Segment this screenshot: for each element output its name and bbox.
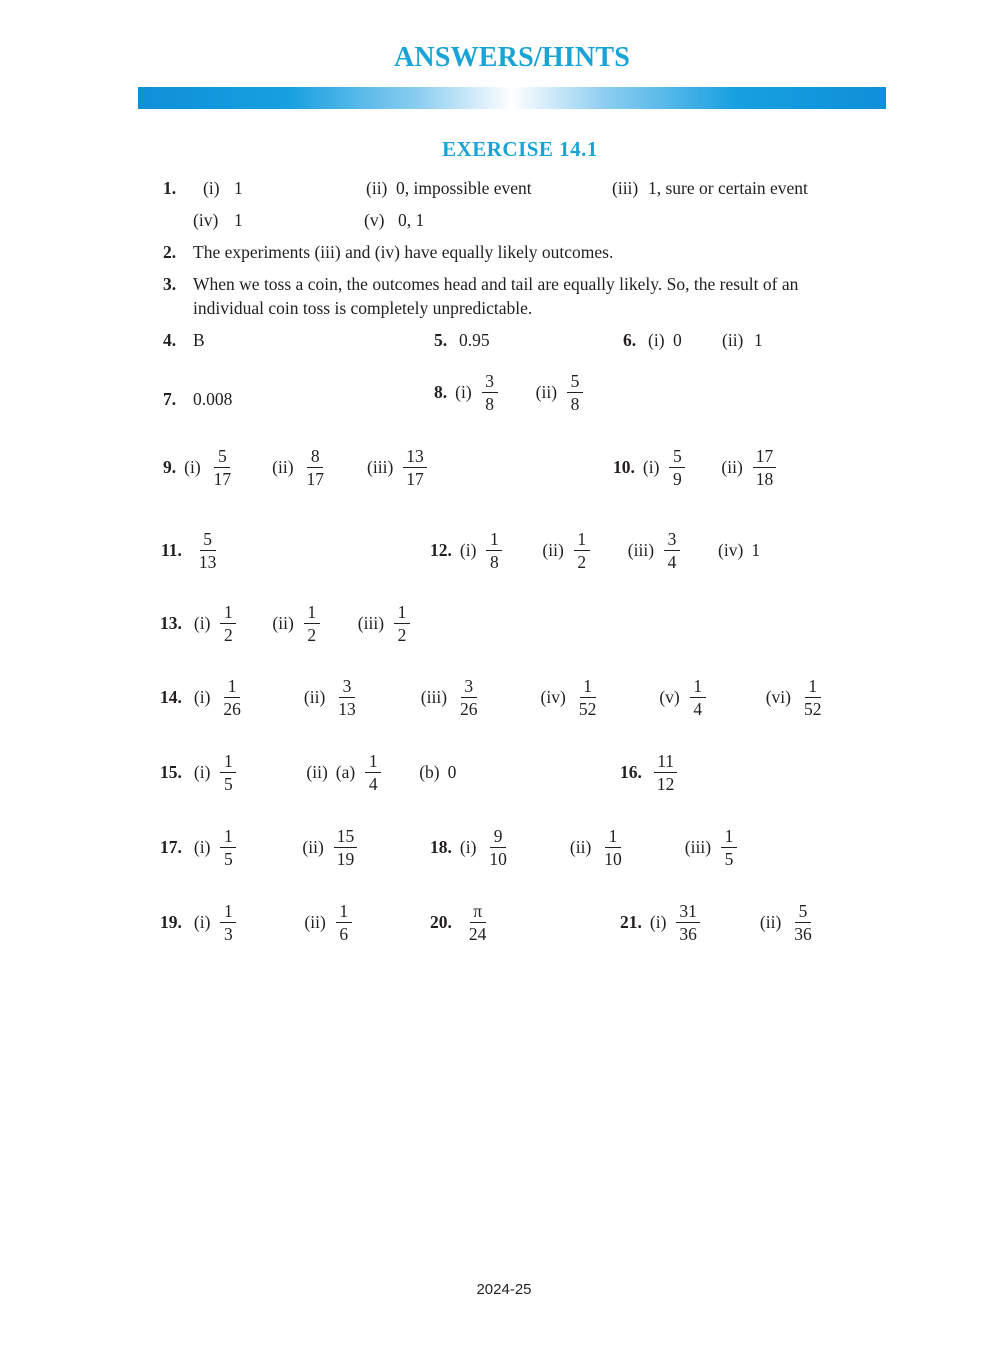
denominator: 5 bbox=[224, 774, 233, 795]
denominator: 12 bbox=[656, 774, 675, 795]
part-label: (iii) bbox=[627, 540, 655, 561]
part-sublabel: (a) bbox=[335, 762, 356, 783]
question-number: 17. bbox=[160, 837, 182, 858]
fraction bbox=[654, 752, 678, 794]
numerator: 3 bbox=[664, 530, 680, 551]
answer-11 bbox=[161, 530, 219, 572]
part-label: (iv) bbox=[193, 210, 219, 230]
fraction bbox=[365, 752, 381, 794]
fraction bbox=[482, 372, 498, 414]
part-label: (iii) bbox=[357, 613, 385, 634]
denominator: 6 bbox=[339, 924, 349, 945]
part-label: (i) bbox=[648, 330, 665, 350]
numerator: 1 bbox=[805, 677, 821, 698]
question-number: 6. bbox=[623, 330, 637, 350]
numerator: 1 bbox=[220, 827, 236, 848]
numerator: 5 bbox=[567, 372, 583, 393]
numerator: 1 bbox=[721, 827, 737, 848]
denominator: 36 bbox=[679, 924, 697, 945]
part-label: (i) bbox=[184, 457, 201, 478]
part-value: 0 bbox=[447, 762, 457, 783]
fraction bbox=[394, 603, 410, 645]
fraction bbox=[220, 902, 236, 944]
part-label: (i) bbox=[193, 837, 211, 858]
bar-left-gradient bbox=[138, 87, 512, 109]
denominator: 26 bbox=[460, 699, 478, 720]
part-label: (i) bbox=[193, 762, 211, 783]
fraction bbox=[690, 677, 706, 719]
part-label: (ii) bbox=[272, 457, 294, 478]
answer-20 bbox=[430, 902, 489, 944]
fraction bbox=[457, 677, 481, 719]
part-label: (i) bbox=[459, 837, 477, 858]
denominator: 5 bbox=[724, 849, 734, 870]
answer-19 bbox=[160, 902, 352, 944]
answer-text: The experiments (iii) and (iv) have equally likely outcomes. bbox=[193, 242, 614, 262]
question-number: 4. bbox=[163, 330, 177, 350]
numerator: 1 bbox=[690, 677, 706, 698]
question-number: 21. bbox=[620, 912, 642, 933]
question-number: 11. bbox=[161, 540, 182, 561]
denominator: 2 bbox=[224, 625, 233, 646]
part-label: (ii) bbox=[306, 762, 328, 783]
numerator: 3 bbox=[339, 677, 355, 698]
part-label: (v) bbox=[364, 210, 385, 230]
part-label: (iii) bbox=[684, 837, 712, 858]
denominator: 8 bbox=[485, 394, 495, 415]
denominator: 5 bbox=[224, 849, 233, 870]
answer-16 bbox=[620, 752, 677, 794]
denominator: 18 bbox=[755, 469, 774, 490]
numerator: 8 bbox=[307, 447, 323, 468]
question-number: 19. bbox=[160, 912, 182, 933]
part-label: (ii) bbox=[721, 457, 743, 478]
denominator: 2 bbox=[577, 552, 587, 573]
part-value: 1 bbox=[234, 178, 243, 198]
fraction bbox=[336, 902, 352, 944]
question-number: 13. bbox=[160, 613, 182, 634]
fraction bbox=[601, 827, 625, 869]
answer-17 bbox=[160, 827, 357, 869]
denominator: 17 bbox=[213, 469, 232, 490]
answer-value: 0.008 bbox=[193, 389, 233, 409]
answer-text-line-1: When we toss a coin, the outcomes head and tail are equally likely. So, the result of an bbox=[193, 274, 799, 294]
part-label: (iii) bbox=[612, 178, 639, 198]
part-label: (i) bbox=[455, 382, 472, 403]
fraction bbox=[664, 530, 680, 572]
numerator: 1 bbox=[304, 603, 320, 624]
answer-8 bbox=[434, 372, 583, 414]
numerator: 13 bbox=[403, 447, 427, 468]
part-value: 0, impossible event bbox=[396, 178, 532, 198]
denominator: 26 bbox=[223, 699, 241, 720]
answer-14 bbox=[160, 677, 825, 719]
answer-18 bbox=[430, 827, 737, 869]
numerator: 3 bbox=[482, 372, 498, 393]
part-label: (iii) bbox=[420, 687, 448, 708]
part-label: (vi) bbox=[765, 687, 792, 708]
part-label: (b) bbox=[419, 762, 440, 783]
numerator: 11 bbox=[654, 752, 677, 773]
answer-21 bbox=[620, 902, 815, 944]
question-number: 12. bbox=[430, 540, 452, 561]
part-label: (i) bbox=[642, 457, 660, 478]
question-number: 16. bbox=[620, 762, 642, 783]
fraction bbox=[486, 827, 510, 869]
numerator: 1 bbox=[394, 603, 410, 624]
part-value: 0, 1 bbox=[398, 210, 425, 230]
question-number: 15. bbox=[160, 762, 182, 783]
fraction bbox=[676, 902, 700, 944]
fraction bbox=[466, 902, 490, 944]
denominator: 17 bbox=[406, 469, 424, 490]
part-label: (ii) bbox=[304, 912, 326, 933]
part-label: (ii) bbox=[569, 837, 592, 858]
question-number: 7. bbox=[163, 389, 177, 409]
fraction bbox=[574, 530, 590, 572]
numerator: 3 bbox=[461, 677, 477, 698]
denominator: 13 bbox=[338, 699, 356, 720]
part-label: (ii) bbox=[542, 540, 564, 561]
answer-12 bbox=[430, 530, 760, 572]
fraction bbox=[403, 447, 427, 489]
numerator: 1 bbox=[574, 530, 590, 551]
numerator: 17 bbox=[753, 447, 777, 468]
denominator: 9 bbox=[673, 469, 682, 490]
numerator: 1 bbox=[365, 752, 381, 773]
fraction bbox=[753, 447, 777, 489]
question-number: 10. bbox=[613, 457, 635, 478]
fraction bbox=[211, 447, 235, 489]
part-label: (ii) bbox=[303, 687, 326, 708]
fraction bbox=[721, 827, 737, 869]
part-value: 1, sure or certain event bbox=[648, 178, 808, 198]
header-gradient-bar bbox=[138, 87, 886, 109]
numerator: 1 bbox=[580, 677, 596, 698]
question-number: 9. bbox=[163, 457, 177, 478]
fraction bbox=[576, 677, 600, 719]
part-label: (iii) bbox=[367, 457, 394, 478]
numerator: 1 bbox=[220, 752, 236, 773]
part-label: (ii) bbox=[302, 837, 324, 858]
denominator: 8 bbox=[570, 394, 580, 415]
numerator: π bbox=[470, 902, 486, 923]
numerator: 5 bbox=[214, 447, 230, 468]
part-value: 1 bbox=[754, 330, 763, 350]
answer-text-line-2: individual coin toss is completely unpredictable. bbox=[193, 298, 533, 318]
fraction bbox=[220, 752, 236, 794]
numerator: 5 bbox=[795, 902, 811, 923]
numerator: 31 bbox=[676, 902, 700, 923]
denominator: 4 bbox=[693, 699, 703, 720]
denominator: 10 bbox=[489, 849, 507, 870]
fraction bbox=[801, 677, 825, 719]
question-number: 20. bbox=[430, 912, 452, 933]
denominator: 4 bbox=[667, 552, 677, 573]
denominator: 52 bbox=[578, 699, 597, 720]
fraction bbox=[304, 603, 320, 645]
denominator: 13 bbox=[198, 552, 217, 573]
question-number: 5. bbox=[434, 330, 448, 350]
denominator: 2 bbox=[397, 625, 407, 646]
numerator: 9 bbox=[490, 827, 506, 848]
denominator: 24 bbox=[468, 924, 487, 945]
part-label: (i) bbox=[193, 613, 211, 634]
part-label: (iv) bbox=[540, 687, 566, 708]
bar-right-gradient bbox=[512, 87, 886, 109]
part-label: (i) bbox=[649, 912, 667, 933]
fraction bbox=[791, 902, 815, 944]
page-footer-year: 2024-25 bbox=[476, 1281, 532, 1298]
question-number: 8. bbox=[434, 382, 448, 403]
denominator: 52 bbox=[804, 699, 822, 720]
numerator: 1 bbox=[220, 902, 236, 923]
numerator: 1 bbox=[486, 530, 502, 551]
fraction bbox=[220, 603, 236, 645]
denominator: 2 bbox=[307, 625, 317, 646]
denominator: 17 bbox=[306, 469, 325, 490]
part-label: (ii) bbox=[722, 330, 744, 350]
numerator: 5 bbox=[200, 530, 216, 551]
denominator: 8 bbox=[490, 552, 499, 573]
denominator: 19 bbox=[336, 849, 355, 870]
fraction bbox=[304, 447, 328, 489]
answer-10 bbox=[613, 447, 776, 489]
question-number: 3. bbox=[163, 274, 177, 294]
part-label: (ii) bbox=[535, 382, 558, 403]
part-label: (i) bbox=[203, 178, 220, 198]
answer-value: 0.95 bbox=[459, 330, 490, 350]
part-label: (i) bbox=[193, 912, 211, 933]
denominator: 4 bbox=[368, 774, 378, 795]
answer-15 bbox=[160, 752, 456, 794]
fraction bbox=[486, 530, 502, 572]
denominator: 3 bbox=[224, 924, 233, 945]
question-number: 18. bbox=[430, 837, 452, 858]
part-label: (i) bbox=[459, 540, 477, 561]
numerator: 1 bbox=[336, 902, 352, 923]
part-label: (ii) bbox=[272, 613, 294, 634]
part-label: (v) bbox=[659, 687, 680, 708]
denominator: 10 bbox=[604, 849, 622, 870]
part-label: (i) bbox=[193, 687, 211, 708]
numerator: 1 bbox=[605, 827, 621, 848]
numerator: 1 bbox=[224, 677, 240, 698]
part-label: (iv) bbox=[718, 540, 744, 561]
fraction bbox=[567, 372, 583, 414]
fraction bbox=[335, 677, 359, 719]
part-label: (ii) bbox=[366, 178, 388, 198]
part-label: (ii) bbox=[759, 912, 782, 933]
page-title: ANSWERS/HINTS bbox=[393, 42, 630, 73]
fraction bbox=[669, 447, 685, 489]
denominator: 36 bbox=[794, 924, 812, 945]
part-value: 1 bbox=[751, 540, 761, 561]
answer-13 bbox=[160, 603, 410, 645]
fraction bbox=[334, 827, 358, 869]
part-value: 0 bbox=[673, 330, 682, 350]
fraction bbox=[220, 827, 236, 869]
question-number: 2. bbox=[163, 242, 177, 262]
numerator: 1 bbox=[220, 603, 236, 624]
fraction bbox=[220, 677, 244, 719]
exercise-heading: EXERCISE 14.1 bbox=[442, 137, 598, 161]
numerator: 5 bbox=[669, 447, 685, 468]
part-value: 1 bbox=[234, 210, 243, 230]
answer-value: B bbox=[193, 330, 205, 350]
fraction bbox=[196, 530, 220, 572]
answer-9 bbox=[163, 447, 427, 489]
question-number: 1. bbox=[163, 178, 177, 198]
question-number: 14. bbox=[160, 687, 182, 708]
numerator: 15 bbox=[334, 827, 358, 848]
